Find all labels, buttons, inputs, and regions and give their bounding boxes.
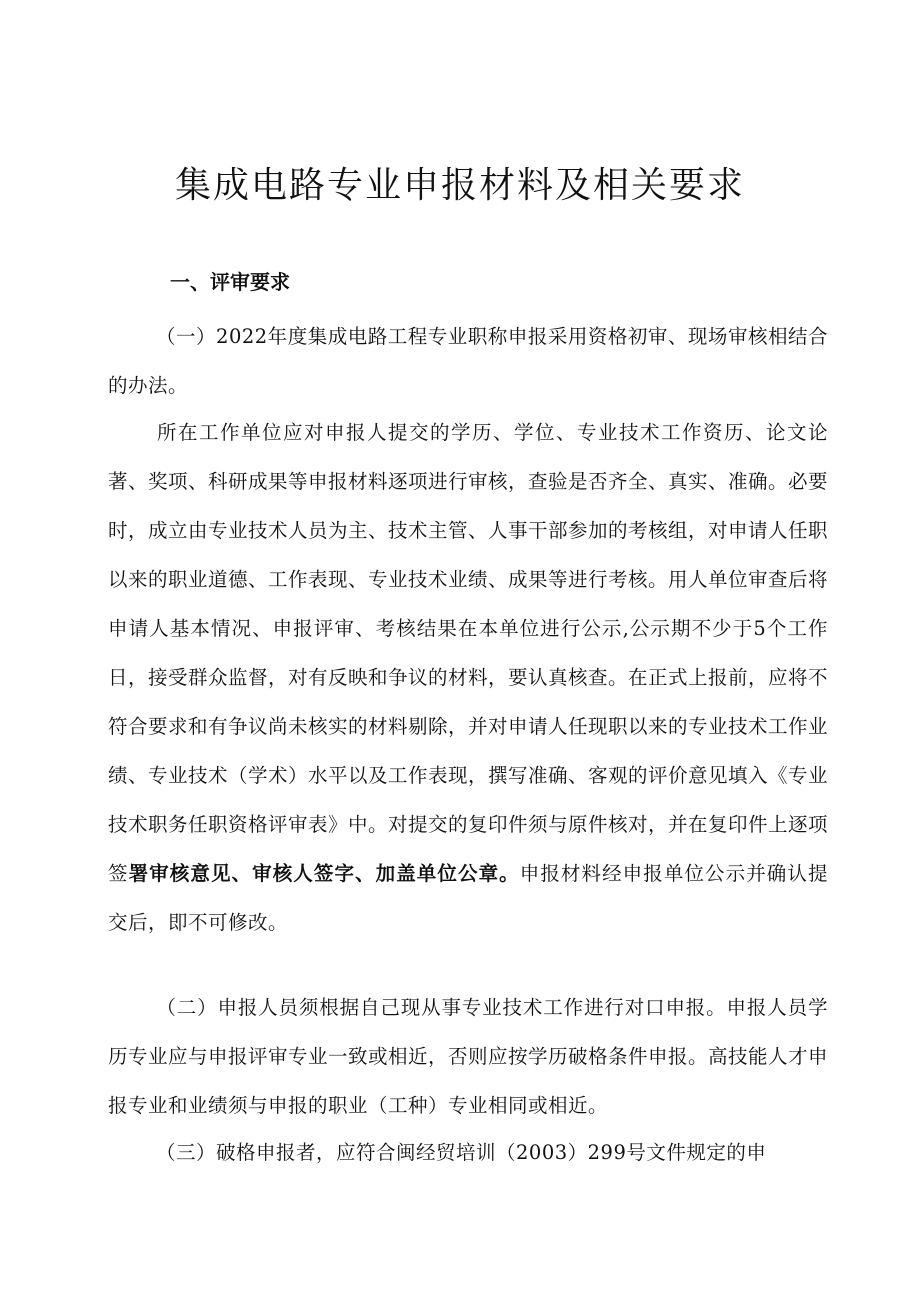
section-heading-review-requirements: 一、评审要求 bbox=[170, 270, 290, 294]
paragraph-2-text-part2: 申报材料经申报单位公示并确认提交后，即不可修改。 bbox=[108, 862, 828, 934]
document-title: 集成电路专业申报材料及相关要求 bbox=[174, 165, 745, 206]
paragraph-4-text: （三）破格申报者，应符合闽经贸培训（2003）299号文件规定的申 bbox=[156, 1141, 767, 1164]
paragraph-2 bbox=[108, 408, 828, 947]
paragraph-1 bbox=[108, 312, 828, 410]
paragraph-1-text: （一）2022年度集成电路工程专业职称申报采用资格初审、现场审核相结合的办法。 bbox=[108, 325, 828, 397]
paragraph-2-bold-text: 署审核意见、审核人签字、加盖单位公章。 bbox=[128, 862, 520, 885]
paragraph-3-text: （二）申报人员须根据自己现从事专业技术工作进行对口申报。申报人员学历专业应与申报评审专业一致或相近，否则应按学历破格条件申报。高技能人才申报专业和业绩须与申报的职业（工种）专业相同或相近。 bbox=[108, 996, 829, 1117]
paragraph-2-text-part1: 所在工作单位应对申报人提交的学历、学位、专业技术工作资历、论文论著、奖项、科研成果等申报材料逐项进行审核，查验是否齐全、真实、准确。必要时，成立由专业技术人员为主、技术主管、人事干部参加的考核组，对申请人任职以来的职业道德、工作表现、专业技术业绩、成果等进行考核。用人单位审查后将申请人基本情况、申报评审、考核结果在本单位进行公示,公示期不少于5个工作日，接受群众监督，对有反映和争议的材料，要认真核查。在正式上报前，应将不符合要求和有争议尚未核实的材料剔除，并对申请人任现职以来的专业技术工作业绩、专业技术（学术）水平以及工作表现，撰写准确、客观的评价意见填入《专业技术职务任职资格评审表》中。对提交的复印件须与原件核对，并在复印件上逐项签 bbox=[108, 421, 829, 885]
paragraph-4 bbox=[108, 1128, 828, 1177]
paragraph-3 bbox=[108, 983, 828, 1130]
